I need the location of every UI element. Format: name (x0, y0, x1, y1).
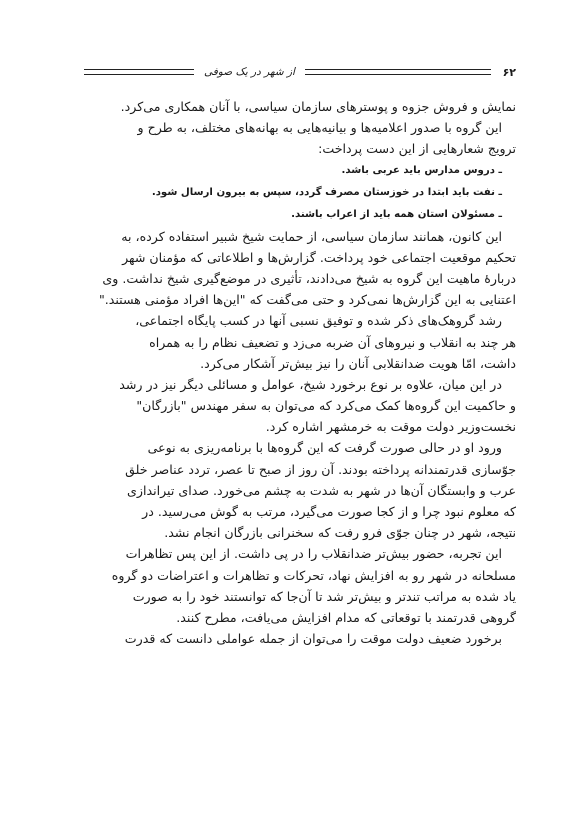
text-line: رشد گروهک‌های ذکر شده و توفیق نسبی آنها در کسب پایگاه اجتماعی، (135, 313, 502, 329)
bullet-line: ـ نفت باید ابتدا در خوزستان مصرف گردد، سپس به بیرون ارسال شود. (151, 186, 502, 198)
text-line: اعتنایی به این گزارش‌ها نمی‌کرد و حتی می‌گفت که "این‌ها افراد مؤمنی هستند." (98, 292, 516, 308)
text-line: مسلحانه در شهر رو به افزایش نهاد، تحرکات و تظاهرات و اعتراضات دو گروه (111, 567, 516, 583)
text-line: نمایش و فروش جزوه و پوسترهای سازمان سیاسی، با آنان همکاری می‌کرد. (120, 99, 516, 114)
bullet-line: ـ دروس مدارس باید عربی باشد. (341, 164, 502, 176)
page-number: ۶۲ (502, 65, 516, 79)
text-line: تحکیم موقعیت اجتماعی خود پرداخت. گزارش‌ها و اطلاعاتی که مؤمنان شهر (122, 249, 516, 265)
text-line: داشت، امّا هویت ضدانقلابی آنان را نیز بیش‌تر آشکار می‌کرد. (200, 355, 516, 371)
text-line: در این میان، علاوه بر نوع برخورد شیخ، عوامل و مسائلی دیگر نیز در رشد (119, 376, 502, 392)
text-line: که معلوم نبود چرا و از کجا صورت می‌گیرد، مرتب به گوش می‌رسید. در (142, 504, 516, 519)
text-line: برخورد ضعیف دولت موقت را می‌توان از جمله عواملی دانست که قدرت (124, 631, 502, 647)
header-rule-short (84, 69, 194, 75)
text-line: یاد شده به مراتب تندتر و بیش‌تر شد تا آن‌جا که توانستند خود را به صورت (132, 588, 516, 604)
text-line: این گروه با صدور اعلامیه‌ها و بیانیه‌هایی به بهانه‌های مختلف، به طرح و (137, 120, 502, 136)
text-line: هر چند به انقلاب و نیروهای آن ضربه می‌زد و تضعیف نظام را به همراه (149, 334, 516, 350)
text-line: ترویج شعارهایی از این دست پرداخت: (318, 141, 516, 157)
text-line: دربارهٔ ماهیت این گروه به شیخ می‌دادند، تأثیری در موضع‌گیری شیخ نداشت. وی (102, 270, 516, 286)
text-line: گروهی قدرتمند با توقعاتی که مدام افزایش می‌یافت، مطرح کنند. (176, 609, 516, 625)
text-line: جوّسازی قدرتمندانه پرداخته بودند. آن روز از صبح تا عصر، تردد عناصر خلق (125, 461, 516, 477)
text-line: عرب و وابستگان آن‌ها در شهر به شدت به چشم می‌خورد. صدای تیراندازی (127, 482, 516, 498)
text-line: و حاکمیت این گروه‌ها کمک می‌کرد که می‌توان به سفر مهندس "بازرگان" (136, 398, 516, 414)
text-line: ورود او در حالی صورت گرفت که این گروه‌ها با برنامه‌ریزی به نوعی (147, 440, 502, 456)
text-line: این کانون، همانند سازمان سیاسی، از حمایت شیخ شبیر استفاده کرده، به (121, 228, 502, 244)
header-rule (305, 69, 491, 75)
text-line: نتیجه، شهر در چنان جوّی فرو رفت که سخنرانی بازرگان انجام نشد. (164, 525, 516, 541)
running-title: از شهر در یک صوفی (204, 66, 295, 78)
page-header (84, 62, 516, 82)
bullet-line: ـ مسئولان استان همه باید از اعراب باشند. (291, 208, 502, 220)
text-line: نخست‌وزیر دولت موقت به خرمشهر اشاره کرد. (265, 419, 516, 435)
text-line: این تجربه، حضور بیش‌تر ضدانقلاب را در پی داشت. از این پس تظاهرات (125, 546, 502, 562)
body-text (84, 96, 516, 649)
